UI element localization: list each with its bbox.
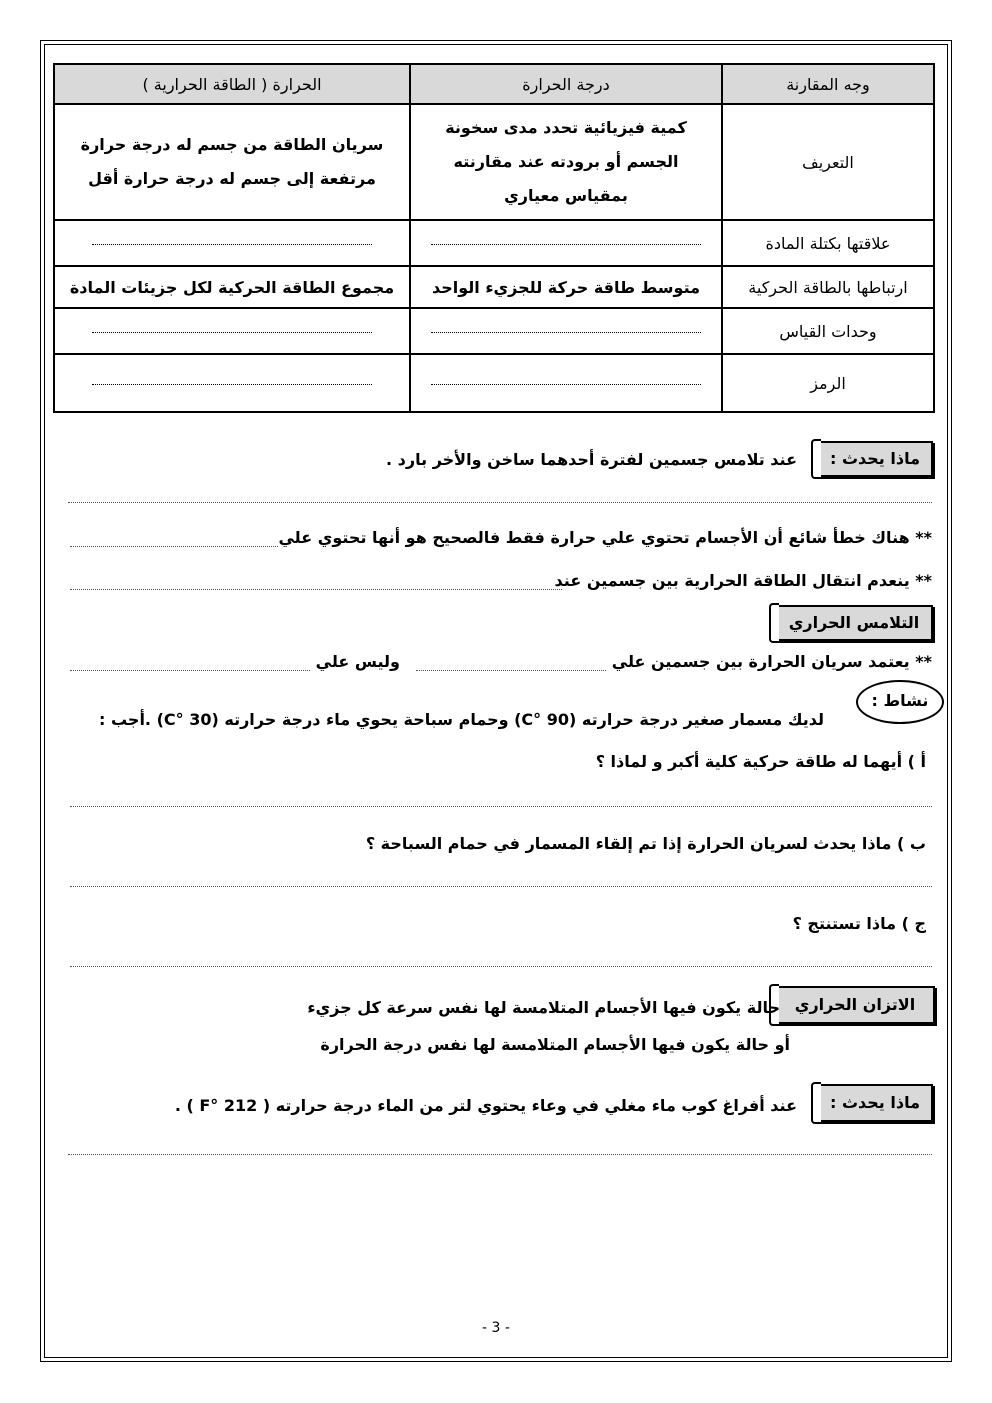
cell-heat: مجموع الطاقة الحركية لكل جزيئات المادة [54, 266, 410, 308]
what-happens-label: ماذا يحدث : [829, 1093, 920, 1112]
answer-line[interactable] [70, 806, 932, 807]
activity-text: لديك مسمار صغير درجة حرارته (90 °C) وحمام سباحة يحوي ماء درجة حرارته (30 °C) .أجب : [99, 710, 824, 729]
fill-line [92, 243, 372, 245]
cell-temperature-blank[interactable] [410, 220, 722, 266]
activity-question-a: أ ) أيهما له طاقة حركية كلية أكبر و لماذا ؟ [595, 752, 926, 771]
thermal-contact-label: التلامس الحراري [788, 613, 920, 632]
cell-temperature-blank[interactable] [410, 354, 722, 412]
row-label: التعريف [722, 104, 934, 220]
cell-temperature: كمية فيزيائية تحدد مدى سخونة الجسم أو برودته عند مقارنته بمقياس معياري [410, 104, 722, 220]
row-label: علاقتها بكتلة المادة [722, 220, 934, 266]
thermal-contact-title [775, 605, 933, 641]
cell-heat-blank[interactable] [54, 354, 410, 412]
activity-question-b: ب ) ماذا يحدث لسريان الحرارة إذا تم إلقاء المسمار في حمام السباحة ؟ [365, 834, 926, 853]
fill-line [92, 331, 372, 333]
cell-temperature-blank[interactable] [410, 308, 722, 354]
comparison-table [53, 63, 935, 413]
answer-line[interactable] [70, 589, 562, 590]
answer-line[interactable] [68, 1154, 932, 1155]
note-common-misconception: ** هناك خطأ شائع أن الأجسام تحتوي علي حرارة فقط فالصحيح هو أنها تحتوي علي [278, 528, 932, 547]
row-label: ارتباطها بالطاقة الحركية [722, 266, 934, 308]
answer-line[interactable] [70, 886, 932, 887]
equilibrium-definition-1: حالة يكون فيها الأجسام المتلامسة لها نفس سرعة كل جزيء [307, 998, 780, 1017]
fill-line [431, 383, 701, 385]
table-header: درجة الحرارة [410, 64, 722, 104]
question-text: عند تلامس جسمين لفترة أحدهما ساخن والأخر بارد . [386, 450, 797, 469]
what-happens-tag [817, 1084, 933, 1122]
what-happens-label: ماذا يحدث : [829, 449, 920, 468]
fill-line [431, 331, 701, 333]
answer-line[interactable] [70, 670, 310, 671]
question-text: عند أفراغ كوب ماء مغلي في وعاء يحتوي لتر من الماء درجة حرارته ( 212 °F ) . [174, 1096, 797, 1115]
note-heat-flow-depends: ** يعتمد سريان الحرارة بين جسمين علي [611, 652, 932, 671]
fill-line [92, 383, 372, 385]
table-row [54, 220, 934, 266]
table-row [54, 266, 934, 308]
cell-heat: سريان الطاقة من جسم له درجة حرارة مرتفعة إلى جسم له درجة حرارة أقل [54, 104, 410, 220]
answer-line[interactable] [416, 670, 606, 671]
table-row [54, 354, 934, 412]
row-label: الرمز [722, 354, 934, 412]
note-not-depends: وليس علي [315, 652, 400, 671]
fill-line [431, 243, 701, 245]
table-row [54, 308, 934, 354]
scroll-curl [769, 603, 779, 643]
table-header: الحرارة ( الطاقة الحرارية ) [54, 64, 410, 104]
table-header-row [54, 64, 934, 104]
cell-heat-blank[interactable] [54, 220, 410, 266]
answer-line[interactable] [68, 502, 932, 503]
activity-label: نشاط : [871, 691, 929, 710]
cell-heat-blank[interactable] [54, 308, 410, 354]
cell-temperature: متوسط طاقة حركة للجزيء الواحد [410, 266, 722, 308]
row-label: وحدات القياس [722, 308, 934, 354]
activity-question-c: ج ) ماذا تستنتج ؟ [792, 914, 926, 933]
scroll-curl [811, 439, 821, 479]
thermal-equilibrium-title [775, 986, 935, 1024]
answer-line[interactable] [70, 966, 932, 967]
thermal-equilibrium-label: الاتزان الحراري [794, 995, 916, 1014]
note-heat-transfer-stops: ** ينعدم انتقال الطاقة الحرارية بين جسمين عند [554, 571, 932, 590]
equilibrium-definition-2: أو حالة يكون فيها الأجسام المتلامسة لها نفس درجة الحرارة [320, 1035, 790, 1054]
activity-bubble [856, 680, 944, 724]
scroll-curl [811, 1082, 821, 1124]
table-header: وجه المقارنة [722, 64, 934, 104]
page-number: - 3 - [482, 1320, 510, 1336]
what-happens-tag [817, 441, 933, 477]
table-row [54, 104, 934, 220]
answer-line[interactable] [70, 546, 278, 547]
